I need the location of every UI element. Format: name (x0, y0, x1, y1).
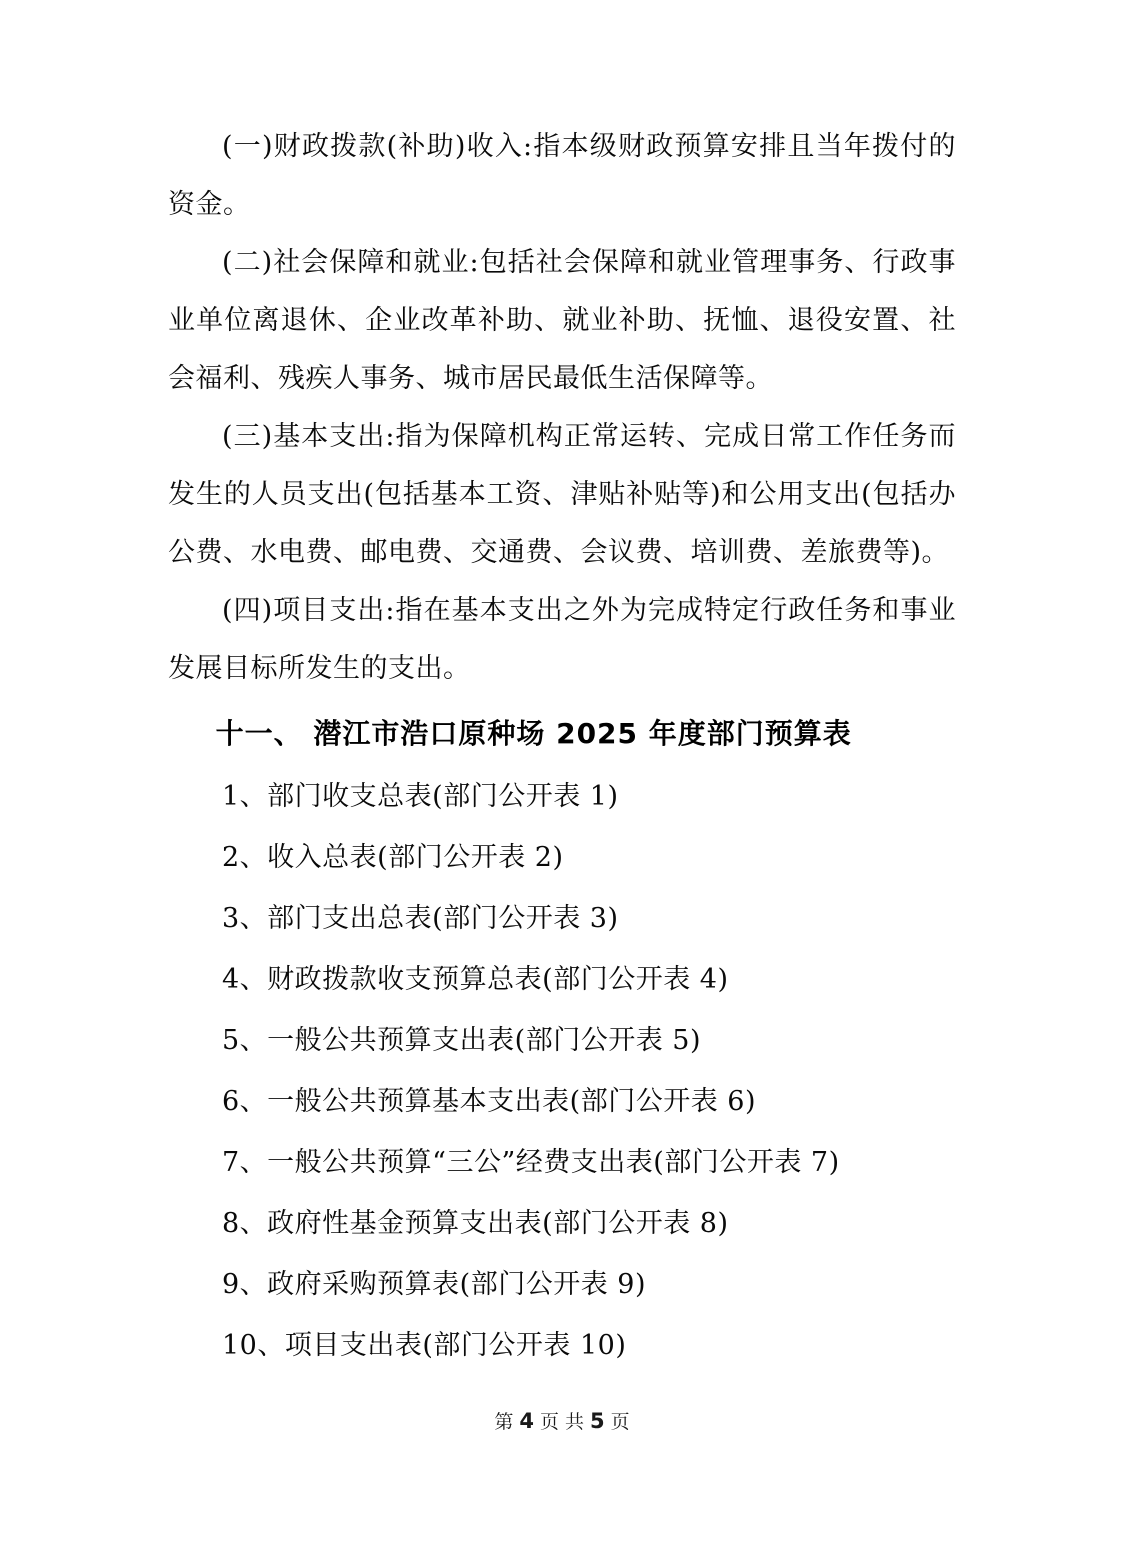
list-item-table-8: 8、政府性基金预算支出表(部门公开表 8) (222, 1208, 729, 1239)
paragraph-fiscal-appropriation-income: (一)财政拨款(补助)收入:指本级财政预算安排且当年拨付的资金。 (168, 131, 956, 220)
page-footer (0, 1406, 1124, 1437)
footer-label-prefix: 第 (494, 1411, 514, 1433)
footer-label-suffix: 页 (610, 1411, 630, 1433)
list-item-table-9: 9、政府采购预算表(部门公开表 9) (222, 1269, 647, 1300)
footer-total-page-number: 5 (590, 1409, 605, 1433)
list-item-table-6: 6、一般公共预算基本支出表(部门公开表 6) (222, 1086, 757, 1117)
footer-label-middle: 页 共 (539, 1411, 585, 1433)
definitions-section (168, 118, 956, 698)
list-item-table-2: 2、收入总表(部门公开表 2) (222, 842, 564, 873)
paragraph-social-security-employment: (二)社会保障和就业:包括社会保障和就业管理事务、行政事业单位离退休、企业改革补助、就业补助、抚恤、退役安置、社会福利、残疾人事务、城市居民最低生活保障等。 (168, 247, 956, 394)
list-item-table-5: 5、一般公共预算支出表(部门公开表 5) (222, 1025, 702, 1056)
paragraph-basic-expenditure: (三)基本支出:指为保障机构正常运转、完成日常工作任务而发生的人员支出(包括基本工资、津贴补贴等)和公用支出(包括办公费、水电费、邮电费、交通费、会议费、培训费、差旅费等)。 (168, 421, 956, 568)
list-item-table-7: 7、一般公共预算“三公”经费支出表(部门公开表 7) (222, 1147, 840, 1178)
list-item-table-4: 4、财政拨款收支预算总表(部门公开表 4) (222, 964, 729, 995)
budget-table-list (168, 766, 956, 1376)
list-item-table-10: 10、项目支出表(部门公开表 10) (222, 1330, 627, 1361)
list-item-table-3: 3、部门支出总表(部门公开表 3) (222, 903, 619, 934)
document-content (168, 118, 956, 1376)
footer-current-page-number: 4 (519, 1409, 534, 1433)
section-heading-budget-tables: 十一、 潜江市浩口原种场 2025 年度部门预算表 (215, 717, 852, 750)
paragraph-project-expenditure: (四)项目支出:指在基本支出之外为完成特定行政任务和事业发展目标所发生的支出。 (168, 595, 956, 684)
list-item-table-1: 1、部门收支总表(部门公开表 1) (222, 781, 619, 812)
